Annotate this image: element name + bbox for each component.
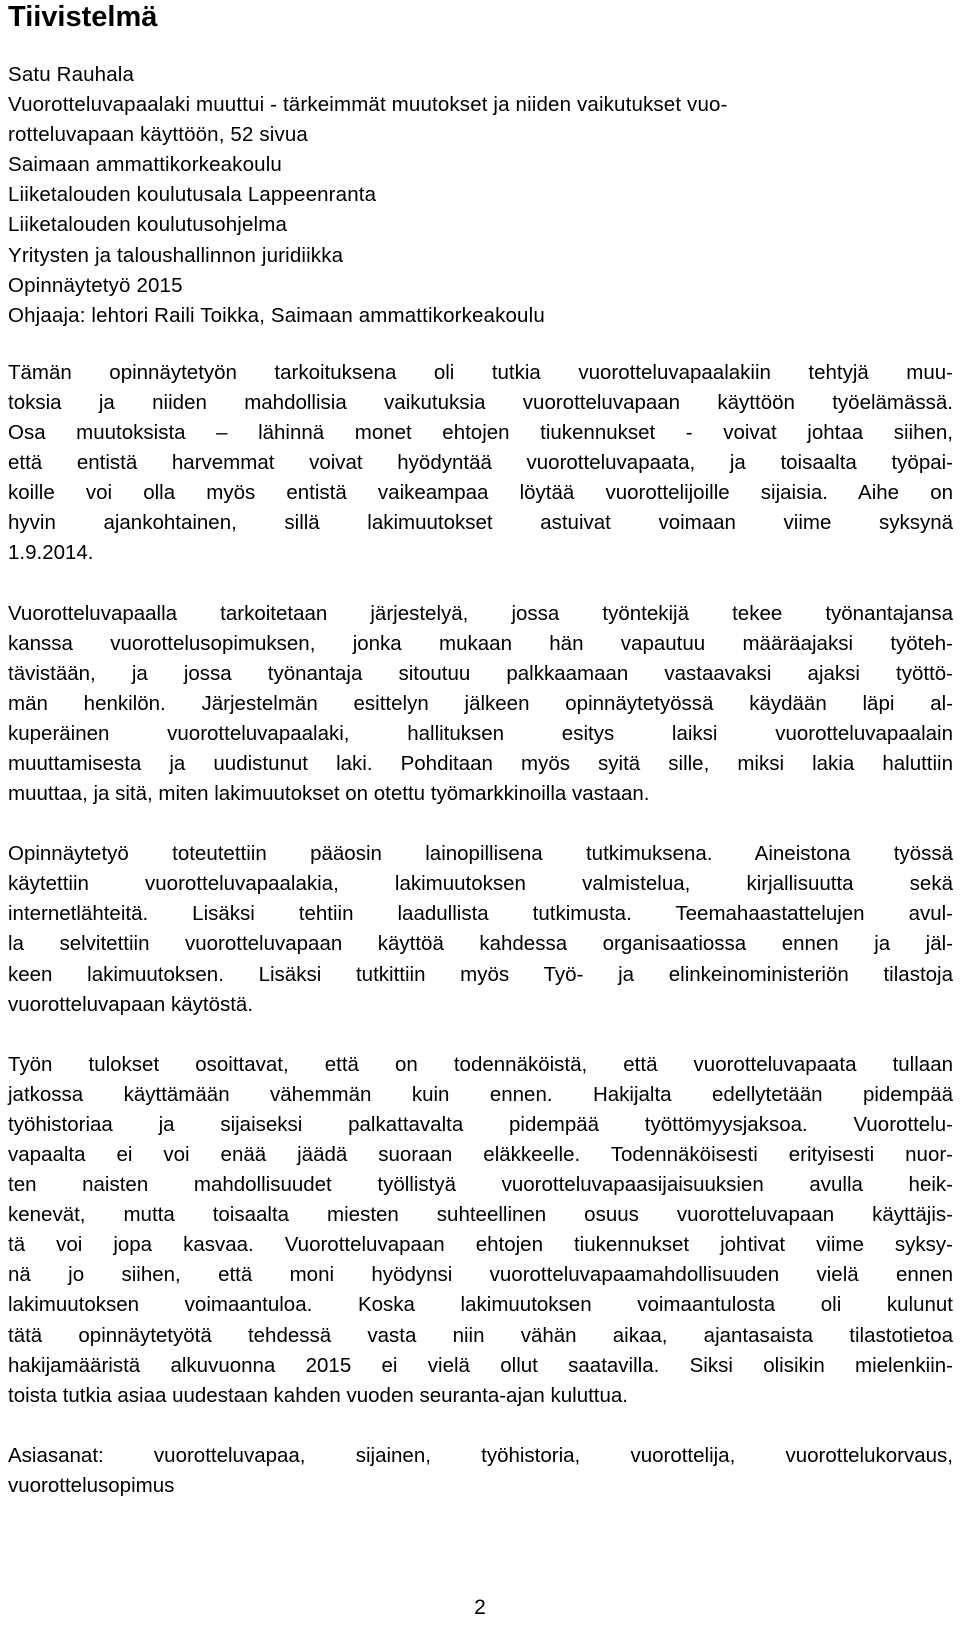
field-of-study: Liiketalouden koulutusala Lappeenranta — [8, 183, 377, 207]
text-line: vuorotteluvapaan käytöstä. — [8, 992, 254, 1016]
text-line: hakijamääristä alkuvuonna 2015 ei vielä ollut saatavilla. Siksi olisikin mielenkiin- — [8, 1353, 953, 1377]
text-line: la selvitettiin vuorotteluvapaan käyttöä kahdessa organisaatiossa ennen ja jäl- — [8, 932, 953, 956]
text-line: muuttaa, ja sitä, miten lakimuutokset on otettu työmarkkinoilla vastaan. — [8, 782, 650, 806]
text-line: toista tutkia asiaa uudestaan kahden vuoden seuranta-ajan kuluttua. — [8, 1383, 628, 1407]
text-line: 1.9.2014. — [8, 541, 94, 565]
abstract-body — [8, 358, 953, 1501]
institution: Saimaan ammattikorkeakoulu — [8, 153, 282, 177]
text-line: että entistä harvemmat voivat hyödyntää vuorotteluvapaata, ja toisaalta työpai- — [8, 451, 953, 475]
text-line: jatkossa käyttämään vähemmän kuin ennen. Hakijalta edellytetään pidempää — [8, 1082, 953, 1106]
text-line: muuttamisesta ja uudistunut laki. Pohditaan myös syitä sille, miksi lakia haluttiin — [8, 751, 953, 775]
text-line: tävistään, ja jossa työnantaja sitoutuu palkkaamaan vastaavaksi ajaksi työttö- — [8, 661, 953, 685]
text-line: kanssa vuorottelusopimuksen, jonka mukaan hän vapautuu määräajaksi työteh- — [8, 631, 953, 655]
author-name: Satu Rauhala — [8, 63, 135, 86]
text-line: Opinnäytetyö toteutettiin pääosin lainopillisena tutkimuksena. Aineistona työssä — [8, 842, 953, 866]
text-line: käytettiin vuorotteluvapaalakia, lakimuutoksen valmistelua, kirjallisuutta sekä — [8, 872, 953, 896]
text-line: keen lakimuutoksen. Lisäksi tutkittiin myös Työ- ja elinkeinoministeriön tilastoja — [8, 962, 953, 986]
text-line: ten naisten mahdollisuudet työllistyä vuorotteluvapaasijaisuuksien avulla heik- — [8, 1173, 953, 1197]
text-line: nä jo siihen, että moni hyödynsi vuorotteluvapaamahdollisuuden vielä ennen — [8, 1263, 953, 1287]
text-line: tä voi jopa kasvaa. Vuorotteluvapaan ehtojen tiukennukset johtivat viime syksy- — [8, 1233, 953, 1257]
text-line: vuorottelusopimus — [8, 1473, 175, 1497]
text-line: män henkilön. Järjestelmän esittelyn jälkeen opinnäytetyössä käydään läpi al- — [8, 691, 953, 715]
text-line: Asiasanat: vuorotteluvapaa, sijainen, työhistoria, vuorottelija, vuorottelukorvaus, — [8, 1443, 953, 1467]
text-line: internetlähteitä. Lisäksi tehtiin laadullista tutkimusta. Teemahaastattelujen avul- — [8, 902, 953, 926]
thesis-title-line-1: Vuorotteluvapaalaki muuttui - tärkeimmät muutokset ja niiden vaikutukset vuo- — [8, 93, 728, 117]
specialisation: Yritysten ja taloushallinnon juridiikka — [8, 243, 344, 267]
text-line: hyvin ajankohtainen, sillä lakimuutokset astuivat voimaan viime syksynä — [8, 511, 953, 535]
text-line: toksia ja niiden mahdollisia vaikutuksia vuorotteluvapaan käyttöön työelämässä. — [8, 390, 953, 414]
text-line: kenevät, mutta toisaalta miesten suhteellinen osuus vuorotteluvapaan käyttäjis- — [8, 1203, 953, 1227]
supervisor: Ohjaaja: lehtori Raili Toikka, Saimaan ammattikorkeakoulu — [8, 303, 545, 327]
text-line: koille voi olla myös entistä vaikeampaa löytää vuorottelijoille sijaisia. Aihe on — [8, 481, 953, 505]
keywords — [8, 1441, 953, 1501]
text-line: Vuorotteluvapaalla tarkoitetaan järjestelyä, jossa työntekijä tekee työnantajansa — [8, 601, 953, 625]
document-page — [8, 0, 953, 1531]
thesis-title-line-2: rotteluvapaan käyttöön, 52 sivua — [8, 123, 308, 147]
abstract-paragraph-background — [8, 599, 953, 810]
text-line: kuperäinen vuorotteluvapaalaki, hallituksen esitys laiksi vuorotteluvapaalain — [8, 721, 953, 745]
text-line: työhistoriaa ja sijaiseksi palkattavalta pidempää työttömyysjaksoa. Vuorottelu- — [8, 1112, 953, 1136]
page-number: 2 — [474, 1596, 486, 1619]
abstract-paragraph-results — [8, 1050, 953, 1411]
text-line: Tämän opinnäytetyön tarkoituksena oli tutkia vuorotteluvapaalakiin tehtyjä muu- — [8, 360, 953, 384]
text-line: vapaalta ei voi enää jäädä suoraan eläkkeelle. Todennäköisesti erityisesti nuor- — [8, 1143, 953, 1166]
text-line: tätä opinnäytetyötä tehdessä vasta niin vähän aikaa, ajantasaista tilastotietoa — [8, 1323, 953, 1347]
thesis-year: Opinnäytetyö 2015 — [8, 273, 183, 297]
page-title: Tiivistelmä — [8, 1, 158, 33]
text-line: lakimuutoksen voimaantuloa. Koska lakimuutoksen voimaantulosta oli kulunut — [8, 1293, 953, 1317]
abstract-paragraph-methods — [8, 839, 953, 1020]
degree-programme: Liiketalouden koulutusohjelma — [8, 213, 288, 237]
text-line: Työn tulokset osoittavat, että on todennäköistä, että vuorotteluvapaata tullaan — [8, 1052, 953, 1076]
abstract-paragraph-purpose — [8, 358, 953, 569]
text-line: Osa muutoksista – lähinnä monet ehtojen tiukennukset - voivat johtaa siihen, — [8, 421, 953, 445]
thesis-metadata — [8, 60, 953, 331]
